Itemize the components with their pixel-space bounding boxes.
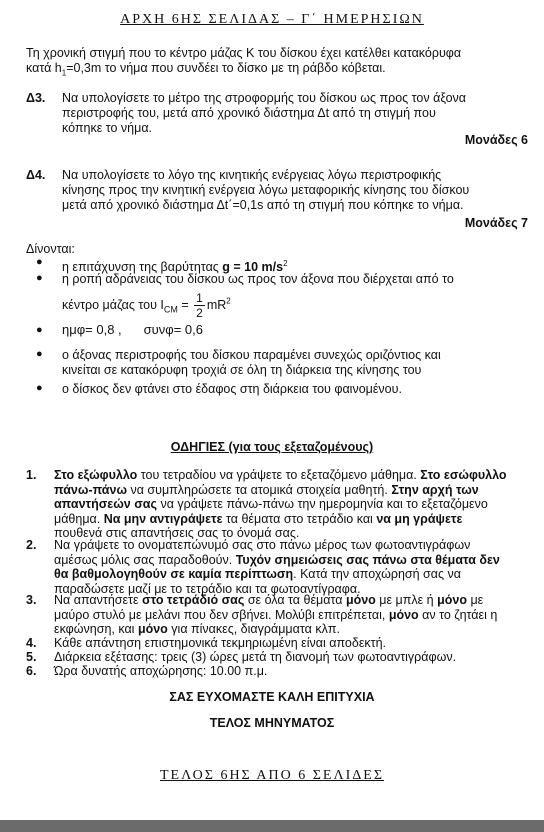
instructions-title: ΟΔΗΓΙΕΣ (για τους εξεταζομένους): [170, 440, 374, 454]
bullet-icon: ●: [36, 272, 43, 284]
given-trig-values: ημφ= 0,8 , συνφ= 0,6: [62, 322, 203, 337]
bottom-divider: [0, 820, 544, 832]
end-of-message: ΤΕΛΟΣ ΜΗΝΥΜΑΤΟΣ: [209, 716, 335, 730]
instruction-1-text: Στο εξώφυλλο του τετραδίου να γράψετε το εξεταζόμενο μάθημα. Στο εσώφυλλο πάνω-πάνω να συμπληρώσετε τα ατομικά στοιχεία μαθητή. Στην αρχή των απαντήσεών σας να γράψετε πάνω-πάνω την ημερομηνία και το εξεταζόμενο μάθημα. Να μην αντιγράψετε τα θέματα στο τετράδιο και να μη γράψετε πουθενά στις απαντήσεις σας το όνομά σας.: [54, 468, 507, 540]
instruction-5-number: 5.: [26, 650, 37, 664]
question-d3-text: Να υπολογίσετε το μέτρο της στροφορμής του δίσκου ως προς τον άξονα περιστροφής του, μετά από χρονικό διάστημα Δt από τη στιγμή που κόπηκε το νήμα.: [62, 91, 467, 135]
instruction-6-number: 6.: [26, 664, 37, 678]
page-header: ΑΡΧΗ 6ΗΣ ΣΕΛΙΔΑΣ – Γ΄ ΗΜΕΡΗΣΙΩΝ: [120, 12, 424, 27]
instruction-2-text: Να γράψετε το ονοματεπώνυμό σας στο πάνω μέρος των φωτοαντιγράφων αμέσως μόλις σας παραδοθούν. Τυχόν σημειώσεις σας πάνω στα θέματα δεν θα βαθμολογηθούν σε καμία περίπτωση. Κατά την αποχώρησή σας να παραδώσετε μαζί με το τετράδιο και τα φωτοαντίγραφα.: [54, 538, 500, 596]
given-axis-motion: ο άξονας περιστροφής του δίσκου παραμένει συνεχώς οριζόντιος και κινείται σε κατακόρυφη τροχιά σε όλη τη διάρκεια της κίνησης του: [62, 348, 441, 377]
given-gravity: η επιτάχυνση της βαρύτητας g = 10 $m/s^2$: [62, 259, 288, 275]
instruction-6-text: Ώρα δυνατής αποχώρησης: 10.00 π.μ.: [54, 664, 268, 678]
question-d3-number: Δ3.: [26, 91, 46, 105]
page-footer: ΤΕΛΟΣ 6ΗΣ ΑΠΟ 6 ΣΕΛΙΔΕΣ: [160, 768, 384, 783]
intro-line-2: κατά $h_1=0,3m$ το νήμα που συνδέει το δίσκο με τη ράβδο κόβεται.: [26, 61, 386, 78]
question-d4-text: Να υπολογίσετε το λόγο της κινητικής ενέργειας λόγω περιστροφικής κίνησης προς την κινητική ενέργεια λόγω μεταφορικής κίνησης του δίσκου μετά από χρονικό διάστημα Δt΄=0,1s από τη στιγμή που κόπηκε το νήμα.: [62, 168, 470, 212]
bullet-icon: ●: [36, 348, 43, 360]
given-label: Δίνονται:: [26, 242, 75, 256]
good-luck-wish: ΣΑΣ ΕΥΧΟΜΑΣΤΕ ΚΑΛΗ ΕΠΙΤΥΧΙΑ: [169, 690, 375, 704]
question-d3-marks: Μονάδες 6: [464, 133, 528, 147]
bullet-icon: ●: [36, 324, 43, 336]
instruction-4-text: Κάθε απάντηση επιστημονικά τεκμηριωμένη είναι αποδεκτή.: [54, 636, 387, 650]
bullet-icon: ●: [36, 256, 43, 268]
instruction-3-number: 3.: [26, 593, 37, 607]
intro-paragraph: [26, 46, 528, 81]
instruction-5-text: Διάρκεια εξέτασης: τρεις (3) ώρες μετά τη διανομή των φωτοαντιγράφων.: [54, 650, 457, 664]
question-d4-marks: Μονάδες 7: [464, 216, 528, 230]
instruction-3-text: Να απαντήσετε στο τετράδιό σας σε όλα τα θέματα μόνο με μπλε ή μόνο με μαύρο στυλό με μελάνι που δεν σβήνει. Μολύβι επιτρέπεται, μόνο αν το ζητάει η εκφώνηση, και μόνο για πίνακες, διαγράμματα κλπ.: [54, 593, 498, 636]
intro-line-1: Τη χρονική στιγμή που το κέντρο μάζας Κ του δίσκου έχει κατέλθει κατακόρυφα: [26, 46, 462, 60]
fraction-one-half: $\frac{1}{2}$: [196, 291, 203, 320]
instruction-1-number: 1.: [26, 468, 37, 482]
bullet-icon: ●: [36, 382, 43, 394]
given-ground: ο δίσκος δεν φτάνει στο έδαφος στη διάρκεια του φαινομένου.: [62, 382, 402, 396]
instruction-2-number: 2.: [26, 538, 37, 552]
question-d4-number: Δ4.: [26, 168, 46, 182]
given-moment-of-inertia: η ροπή αδράνειας του δίσκου ως προς τον άξονα που διέρχεται από το κέντρο μάζας του $I_{CM}$ = $\frac{1}{2}$ $mR^2$: [62, 272, 454, 320]
instruction-4-number: 4.: [26, 636, 37, 650]
